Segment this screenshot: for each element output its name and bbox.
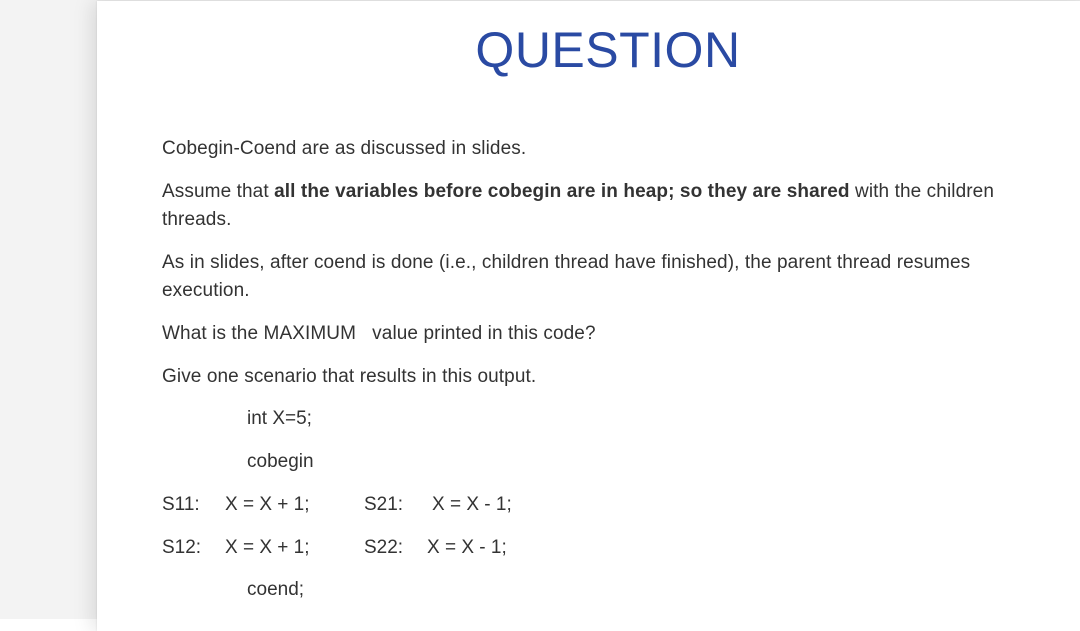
code-s12-statement: X = X + 1; <box>225 537 310 558</box>
code-s21-label: S21: <box>364 494 404 515</box>
paragraph-intro: Cobegin-Coend are as discussed in slides. <box>162 138 527 159</box>
paragraph-assumption-post: with the children threads. <box>162 181 995 230</box>
paragraph-coend-note: As in slides, after coend is done (i.e., children thread have finished), the parent thread resumes execution. <box>162 252 971 301</box>
paragraph-assumption-pre: Assume that <box>162 181 275 202</box>
paragraph-assumption-bold: all the variables before cobegin are in heap; so they are shared <box>274 181 850 202</box>
page-title: QUESTION <box>475 22 741 78</box>
code-s21-statement: X = X - 1; <box>432 494 512 515</box>
code-cobegin: cobegin <box>247 451 314 472</box>
code-coend: coend; <box>247 579 305 600</box>
paragraph-assumption <box>162 178 1022 234</box>
code-s22-label: S22: <box>364 537 404 558</box>
code-s11-label: S11: <box>162 494 200 515</box>
code-s22-statement: X = X - 1; <box>427 537 507 558</box>
slide <box>97 1 1080 631</box>
code-s11-statement: X = X + 1; <box>225 494 310 515</box>
paragraph-question: What is the MAXIMUM value printed in this code? <box>162 323 596 344</box>
code-s12-label: S12: <box>162 537 202 558</box>
paragraph-scenario: Give one scenario that results in this output. <box>162 366 537 387</box>
code-declaration: int X=5; <box>247 408 312 429</box>
